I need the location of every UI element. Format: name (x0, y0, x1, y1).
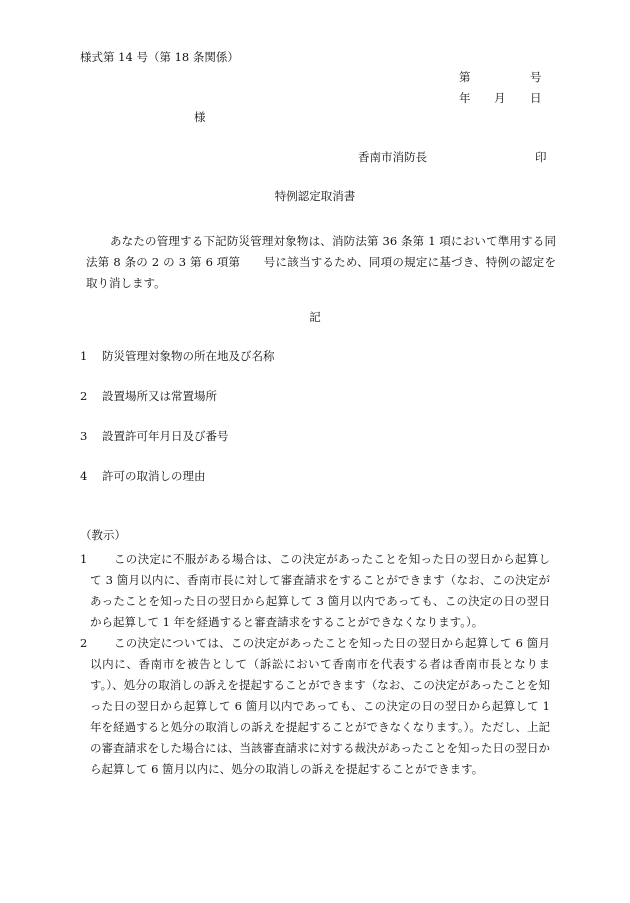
body-paragraph: あなたの管理する下記防災管理対象物は、消防法第 36 条第 1 項において準用する同法第 8 条の 2 の 3 第 6 項第 号に該当するため、同項の規定に基づき、特例の認定を取り消します。 (86, 234, 556, 290)
date-year-label: 年 (459, 91, 471, 105)
document-number-prefix: 第 (459, 70, 471, 84)
list-item (80, 431, 229, 443)
document-title: 特例認定取消書 (274, 189, 356, 203)
addressee-suffix: 様 (194, 110, 206, 124)
issuer-name: 香南市消防長 (358, 150, 427, 164)
form-number: 様式第 14 号（第 18 条関係） (80, 50, 239, 64)
item-label: 防災管理対象物の所在地及び名称 (102, 349, 275, 363)
instruction-heading: （教示） (80, 528, 126, 542)
item-label: 許可の取消しの理由 (102, 469, 206, 483)
instruction-note (80, 549, 550, 633)
note-text: この決定については、この決定があったことを知った日の翌日から起算して 6 箇月以内に、香南市を被告として（訴訟において香南市を代表する者は香南市長となります。）、処分の取消しの訴えを提起することができます（なお、この決定があったことを知った日の翌日から起算して 6 箇月以内であっても、この決定の日の翌日から起算して 1 年を経過すると処分の取消しの訴えを提起することができなくなります。）。ただし、上記の審査請求をした場合には、当該審査請求に対する裁決があったことを知った日の翌日から起算して 6 箇月以内に、処分の取消しの訴えを提起することができます。 (90, 636, 550, 776)
ki-heading: 記 (309, 310, 321, 324)
note-number: 2 (80, 636, 88, 650)
list-item (80, 391, 217, 403)
item-number: 4 (80, 469, 88, 483)
item-label: 設置場所又は常置場所 (102, 389, 217, 403)
date-day-label: 日 (530, 91, 542, 105)
item-number: 1 (80, 349, 88, 363)
item-number: 2 (80, 389, 88, 403)
item-label: 設置許可年月日及び番号 (102, 429, 229, 443)
date-month-label: 月 (494, 91, 506, 105)
note-text: この決定に不服がある場合は、この決定があったことを知った日の翌日から起算して 3 箇月以内に、香南市長に対して審査請求をすることができます（なお、この決定があったことを知った日の翌日から起算して 3 箇月以内であっても、この決定の日の翌日から起算して 1 年を経過すると審査請求をすることができなくなります。）。 (90, 552, 550, 629)
list-item (80, 351, 275, 363)
seal-mark: 印 (535, 150, 547, 164)
instruction-note (80, 633, 550, 780)
item-number: 3 (80, 429, 88, 443)
note-number: 1 (80, 552, 88, 566)
list-item (80, 471, 206, 483)
instruction-notes (80, 549, 550, 780)
document-number-suffix: 号 (530, 70, 542, 84)
